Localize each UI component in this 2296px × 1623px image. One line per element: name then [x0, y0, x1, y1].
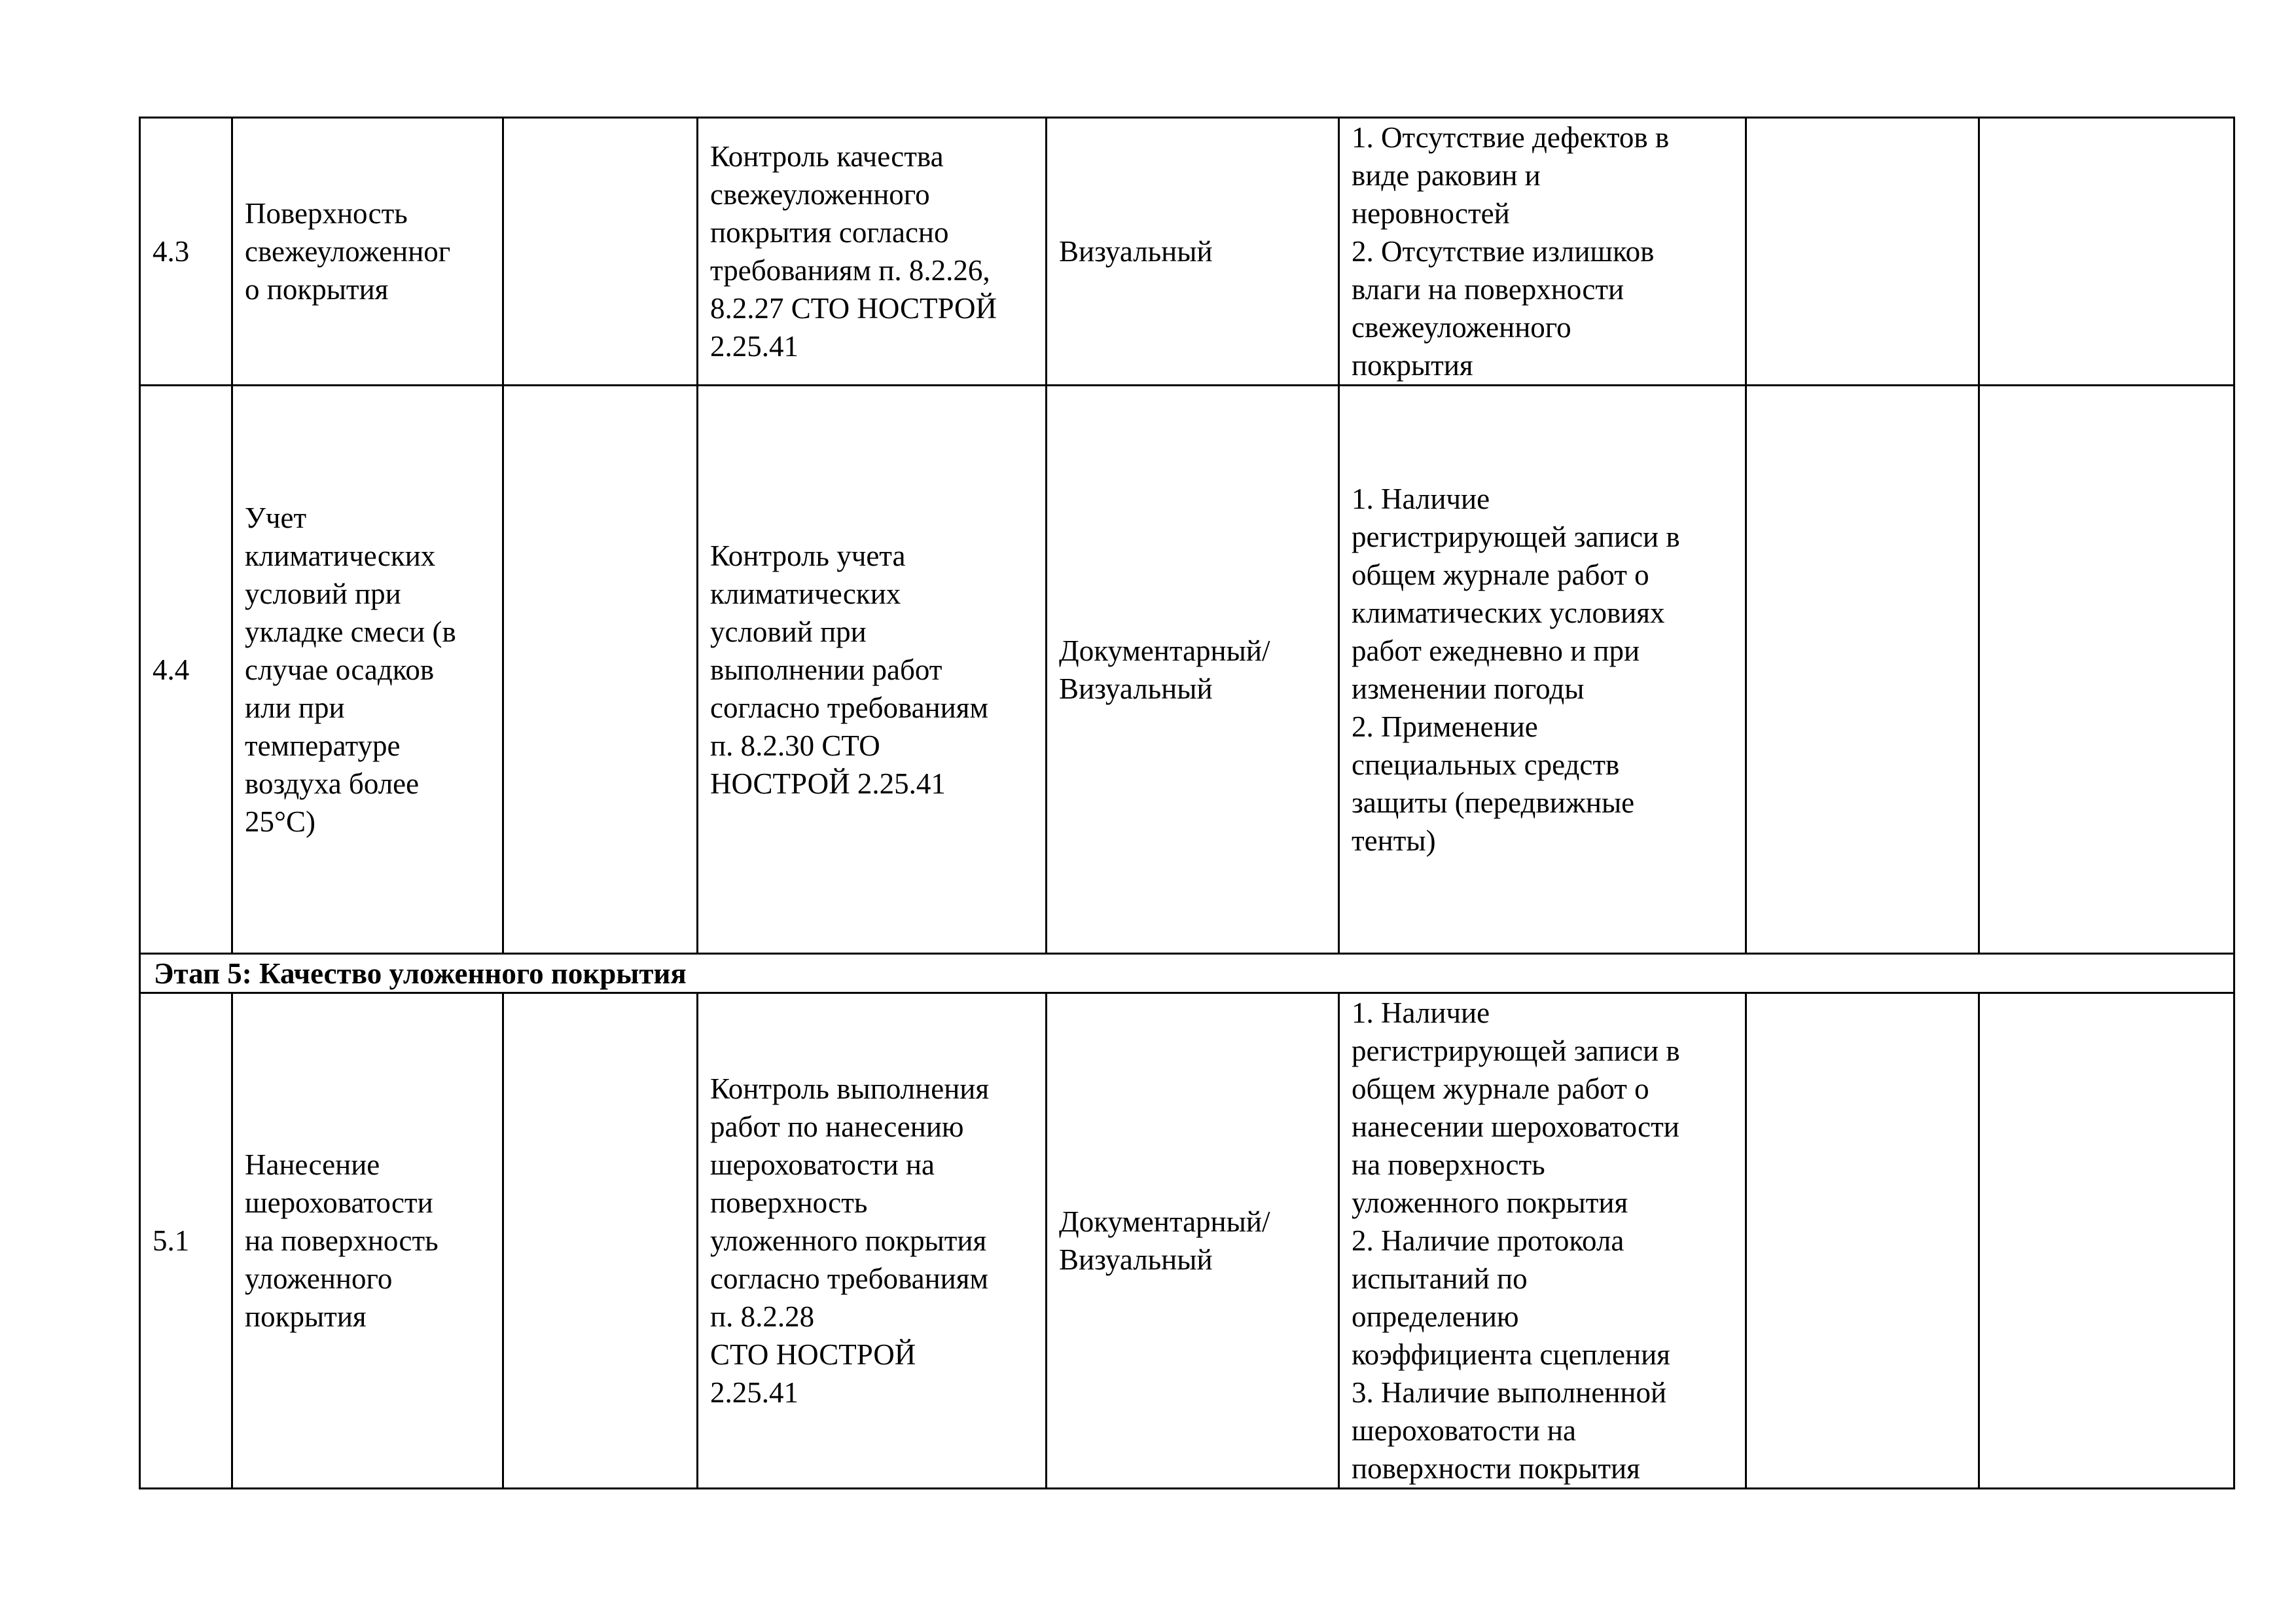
stage-title: Этап 5: Качество уложенного покрытия: [140, 954, 2234, 993]
empty-cell: [1746, 386, 1979, 954]
control-object: Поверхность свежеуложенног о покрытия: [232, 118, 503, 386]
empty-cell: [1746, 118, 1979, 386]
table-row: [140, 386, 2234, 954]
acceptance-criteria: 1. Отсутствие дефектов в виде раковин и неровностей 2. Отсутствие излишков влаги на поверхности свежеуложенного покрытия: [1339, 118, 1746, 386]
control-method: Документарный/ Визуальный: [1047, 386, 1339, 954]
control-description: Контроль выполнения работ по нанесению шероховатости на поверхность уложенного покрытия согласно требованиям п. 8.2.28 СТО НОСТРОЙ 2.25.41: [698, 993, 1047, 1489]
table-row: [140, 118, 2234, 386]
stage-header-row: [140, 954, 2234, 993]
empty-cell: [1979, 993, 2234, 1489]
row-number: 5.1: [140, 993, 232, 1489]
control-description: Контроль качества свежеуложенного покрытия согласно требованиям п. 8.2.26, 8.2.27 СТО НОСТРОЙ 2.25.41: [698, 118, 1047, 386]
table-row: [140, 993, 2234, 1489]
control-method: Документарный/ Визуальный: [1047, 993, 1339, 1489]
empty-cell: [503, 386, 698, 954]
control-method: Визуальный: [1047, 118, 1339, 386]
control-table: [139, 117, 2235, 1489]
empty-cell: [1746, 993, 1979, 1489]
empty-cell: [503, 993, 698, 1489]
empty-cell: [503, 118, 698, 386]
acceptance-criteria: 1. Наличие регистрирующей записи в общем журнале работ о нанесении шероховатости на поверхность уложенного покрытия 2. Наличие протокола испытаний по определению коэффициента сцепления 3. Наличие выполненной шероховатости на поверхности покрытия: [1339, 993, 1746, 1489]
empty-cell: [1979, 386, 2234, 954]
document-page: [139, 117, 2233, 1489]
row-number: 4.3: [140, 118, 232, 386]
empty-cell: [1979, 118, 2234, 386]
control-object: Учет климатических условий при укладке смеси (в случае осадков или при температуре воздуха более 25°C): [232, 386, 503, 954]
control-object: Нанесение шероховатости на поверхность уложенного покрытия: [232, 993, 503, 1489]
control-description: Контроль учета климатических условий при выполнении работ согласно требованиям п. 8.2.30 СТО НОСТРОЙ 2.25.41: [698, 386, 1047, 954]
row-number: 4.4: [140, 386, 232, 954]
acceptance-criteria: 1. Наличие регистрирующей записи в общем журнале работ о климатических условиях работ ежедневно и при изменении погоды 2. Применение специальных средств защиты (передвижные тенты): [1339, 386, 1746, 954]
